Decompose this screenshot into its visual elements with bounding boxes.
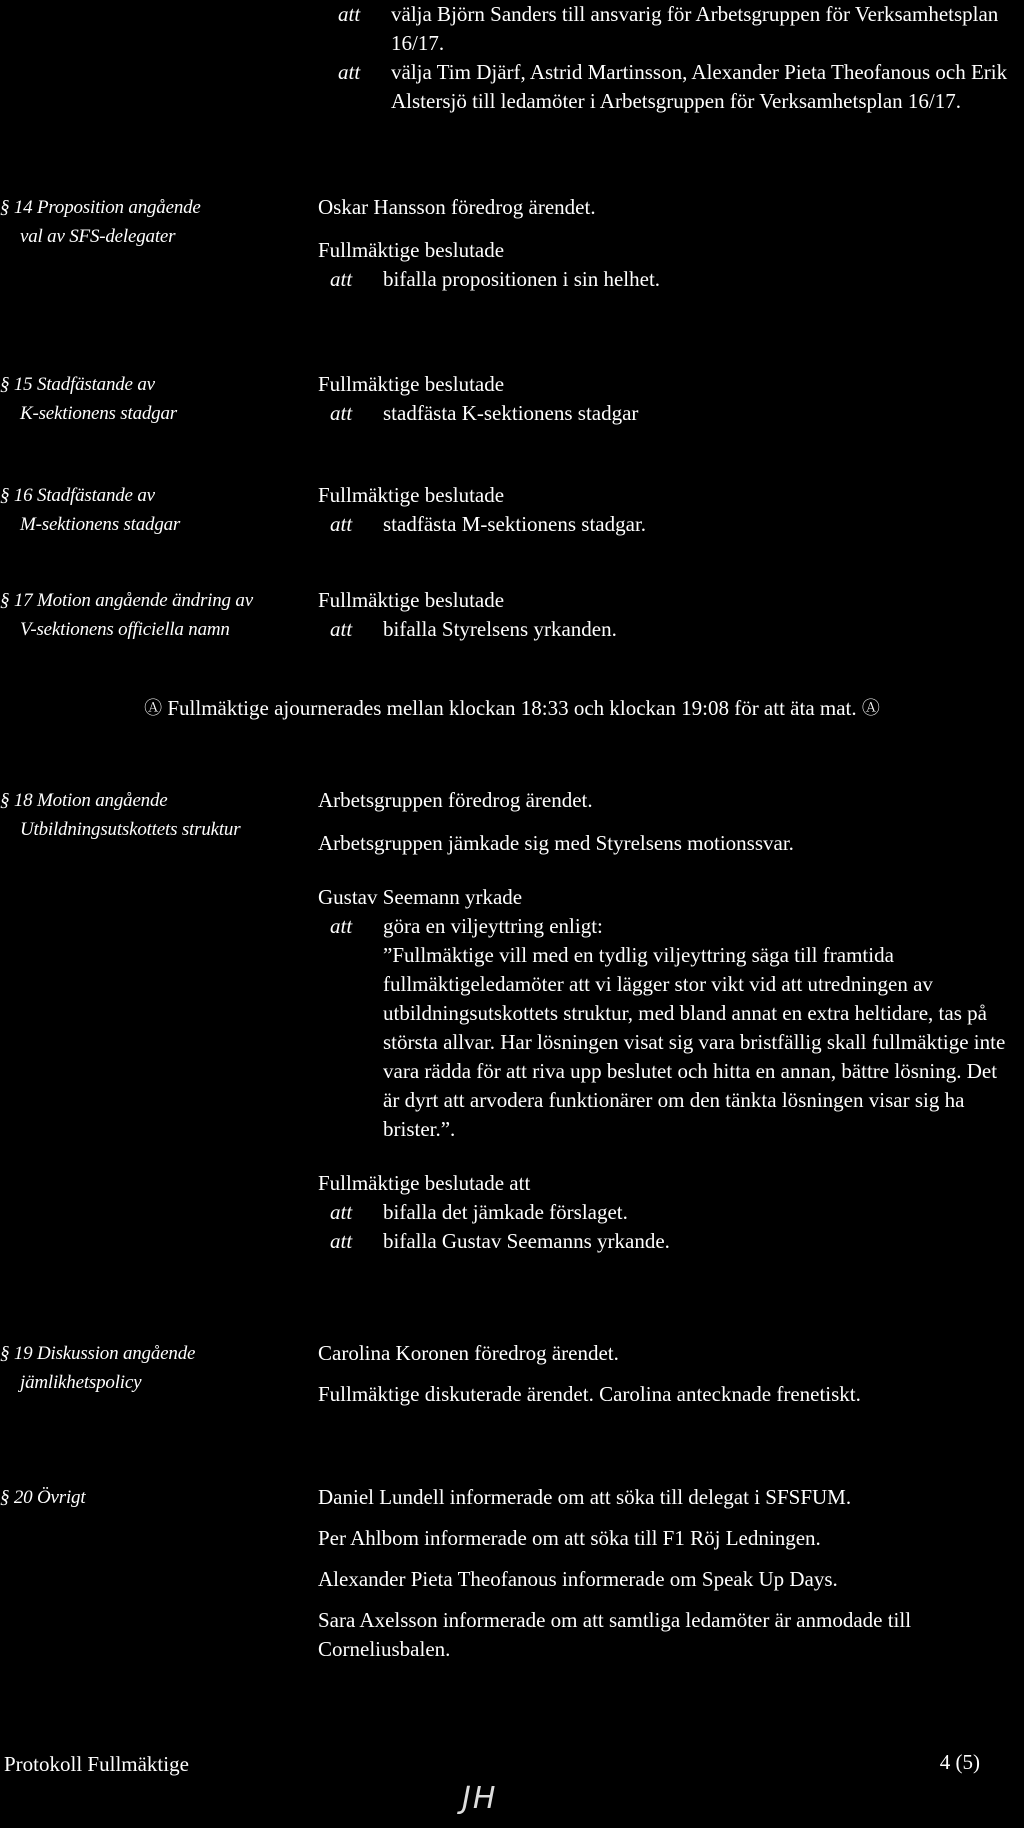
decision-item xyxy=(330,399,1008,428)
presenter-text: Oskar Hansson föredrog ärendet. xyxy=(318,195,596,219)
section-title: Proposition angående xyxy=(37,197,201,218)
section-title-line2: K-sektionens stadgar xyxy=(20,403,177,424)
section-title-line2: V-sektionens officiella namn xyxy=(20,619,230,640)
footer-title: Protokoll Fullmäktige xyxy=(4,1752,189,1776)
decision-text: bifalla det jämkade förslaget. xyxy=(383,1200,628,1224)
att-label: att xyxy=(330,914,353,938)
decision-item xyxy=(330,615,1008,644)
decision-item xyxy=(338,0,1008,58)
section-number: § 17 xyxy=(0,590,33,611)
att-label: att xyxy=(330,617,353,641)
decision-item xyxy=(330,1198,1008,1227)
decision-item xyxy=(338,58,1008,116)
handwritten-initials: JH xyxy=(462,1781,498,1816)
decision-item xyxy=(330,1227,1008,1256)
decided-label: Fullmäktige beslutade xyxy=(318,238,505,262)
break-note xyxy=(0,694,1024,723)
att-label: att xyxy=(330,401,353,425)
section-number: § 14 xyxy=(0,197,33,218)
decision-text: välja Tim Djärf, Astrid Martinsson, Alexander Pieta Theofanous och Erik Alstersjö till ledamöter i Arbetsgruppen för Verksamhetsplan 16/17. xyxy=(391,60,1008,113)
section-18-heading xyxy=(0,786,316,844)
top-decisions xyxy=(338,0,1008,116)
section-title-line2: val av SFS-delegater xyxy=(20,226,176,247)
proposer-text: Gustav Seemann yrkade xyxy=(318,885,523,909)
att-label: att xyxy=(330,512,353,536)
att-label: att xyxy=(330,1200,353,1224)
section-20-body xyxy=(318,1483,998,1664)
motion-text: göra en viljeyttring enligt: xyxy=(383,914,603,938)
info-item: Daniel Lundell informerade om att söka till delegat i SFSFUM. xyxy=(318,1485,852,1509)
section-15-body xyxy=(318,370,1008,428)
section-title-line2: Utbildningsutskottets struktur xyxy=(20,819,241,840)
section-number: § 18 xyxy=(0,790,33,811)
section-20-heading xyxy=(0,1483,300,1512)
page-number: 4 (5) xyxy=(939,1750,980,1774)
section-16-body xyxy=(318,481,1008,539)
decision-text: stadfästa K-sektionens stadgar xyxy=(383,401,639,425)
section-14-body xyxy=(318,193,1008,294)
section-17-heading xyxy=(0,586,316,644)
circled-a-icon: Ⓐ xyxy=(861,698,880,718)
info-text: Fullmäktige diskuterade ärendet. Carolina antecknade frenetiskt. xyxy=(318,1382,861,1406)
section-title: Diskussion angående xyxy=(37,1343,196,1364)
decision-text: bifalla Gustav Seemanns yrkande. xyxy=(383,1229,670,1253)
att-label: att xyxy=(338,2,361,26)
decided-label: Fullmäktige beslutade att xyxy=(318,1171,531,1195)
section-title: Motion angående xyxy=(37,790,168,811)
presenter-text: Carolina Koronen föredrog ärendet. xyxy=(318,1341,619,1365)
decision-text: bifalla propositionen i sin helhet. xyxy=(383,267,661,291)
decision-text: stadfästa M-sektionens stadgar. xyxy=(383,512,647,536)
section-title: Övrigt xyxy=(37,1487,86,1508)
section-14-heading xyxy=(0,193,300,251)
motion-item xyxy=(330,912,1024,1144)
decided-label: Fullmäktige beslutade xyxy=(318,483,505,507)
decision-text: välja Björn Sanders till ansvarig för Arbetsgruppen för Verksamhetsplan 16/17. xyxy=(391,2,999,55)
section-number: § 15 xyxy=(0,374,33,395)
presenter-text: Arbetsgruppen föredrog ärendet. xyxy=(318,788,593,812)
section-title-line2: M-sektionens stadgar xyxy=(20,514,181,535)
section-number: § 19 xyxy=(0,1343,33,1364)
att-label: att xyxy=(330,1229,353,1253)
section-title: Motion angående ändring av xyxy=(37,590,253,611)
section-19-body xyxy=(318,1339,1008,1409)
decision-item xyxy=(330,510,1008,539)
section-title-line2: jämlikhetspolicy xyxy=(20,1372,142,1393)
decision-item xyxy=(330,265,1008,294)
att-label: att xyxy=(338,60,361,84)
att-label: att xyxy=(330,267,353,291)
info-item: Sara Axelsson informerade om att samtliga ledamöter är anmodade till Corneliusbalen. xyxy=(318,1608,912,1661)
motion-quote: ”Fullmäktige vill med en tydlig viljeyttring säga till framtida fullmäktigeledamöter att vi lägger stor vikt vid att utredningen av utbildningsutskottets struktur, med bland annat en extra heltidare, tas på största allvar. Har lösningen visat sig vara bristfällig skall fullmäktige inte vara rädda för att riva upp beslutet och hitta en annan, bättre lösning. Det är dyrt att arvodera funktionärer om den tänkta lösningen visar sig ha brister.”. xyxy=(383,943,1006,1141)
section-title: Stadfästande av xyxy=(37,485,155,506)
decided-label: Fullmäktige beslutade xyxy=(318,372,505,396)
section-title: Stadfästande av xyxy=(37,374,155,395)
section-number: § 20 xyxy=(0,1487,33,1508)
section-17-body xyxy=(318,586,1008,644)
break-note-text: Fullmäktige ajournerades mellan klockan 18:33 och klockan 19:08 för att äta mat. xyxy=(167,696,857,720)
info-item: Per Ahlbom informerade om att söka till F1 Röj Ledningen. xyxy=(318,1526,821,1550)
decision-text: bifalla Styrelsens yrkanden. xyxy=(383,617,617,641)
section-15-heading xyxy=(0,370,300,428)
info-item: Alexander Pieta Theofanous informerade om Speak Up Days. xyxy=(318,1567,838,1591)
circled-a-icon: Ⓐ xyxy=(144,698,163,718)
section-18-body xyxy=(318,786,1008,1256)
section-16-heading xyxy=(0,481,300,539)
info-text: Arbetsgruppen jämkade sig med Styrelsens motionssvar. xyxy=(318,831,794,855)
decided-label: Fullmäktige beslutade xyxy=(318,588,505,612)
section-19-heading xyxy=(0,1339,300,1397)
section-number: § 16 xyxy=(0,485,33,506)
